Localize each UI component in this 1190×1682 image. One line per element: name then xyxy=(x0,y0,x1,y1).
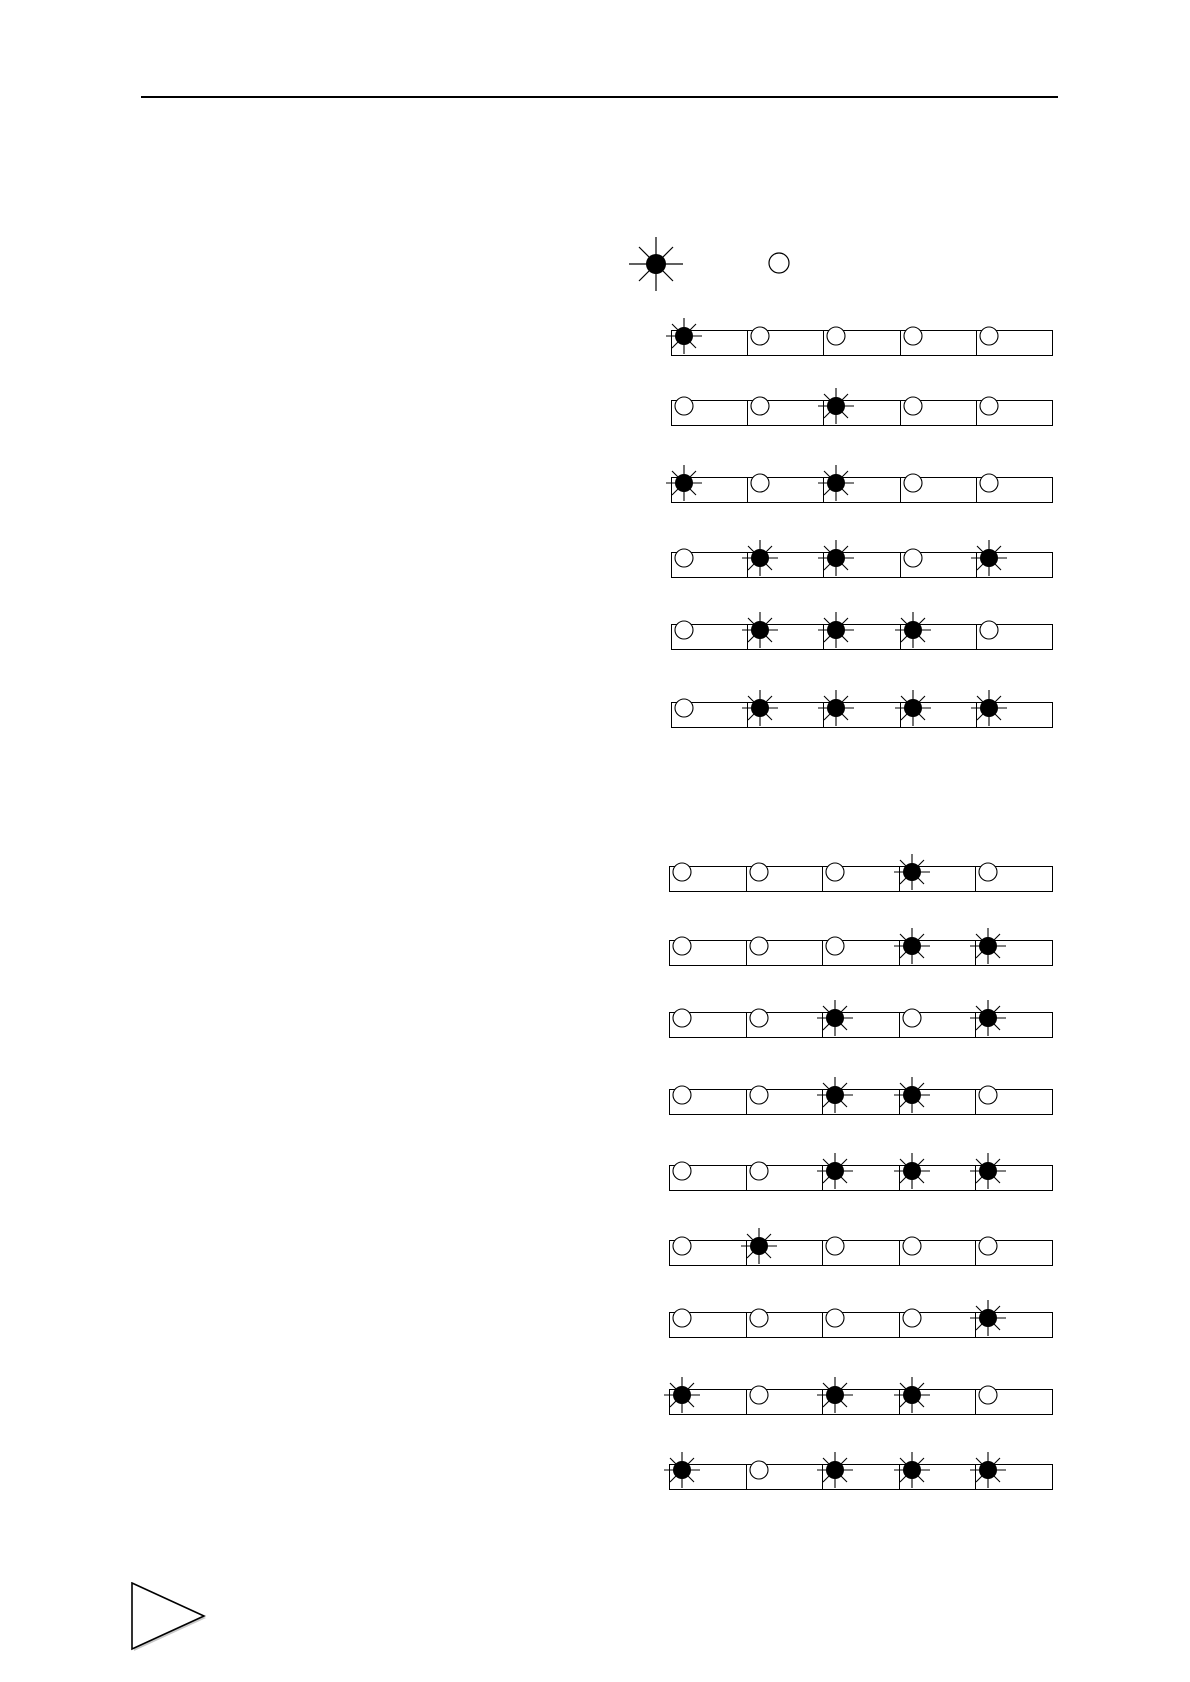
led-off-icon xyxy=(893,386,933,426)
led-cell xyxy=(975,1090,1052,1114)
led-cell xyxy=(976,625,1052,649)
led-cell xyxy=(747,553,823,577)
led-strip xyxy=(669,1464,1053,1490)
legend-led-on xyxy=(628,236,684,292)
led-cell xyxy=(823,703,899,727)
led-lit-icon xyxy=(662,1375,702,1415)
led-cell xyxy=(975,1465,1052,1489)
led-cell xyxy=(899,1166,976,1190)
led-lit-icon xyxy=(740,538,780,578)
led-lit-icon xyxy=(662,1450,702,1490)
led-off-icon xyxy=(815,1226,855,1266)
led-cell xyxy=(975,1166,1052,1190)
led-cell xyxy=(899,1465,976,1489)
led-cell xyxy=(823,401,899,425)
led-cell xyxy=(670,1013,746,1037)
led-off-icon xyxy=(740,316,780,356)
led-lit-icon xyxy=(968,1298,1008,1338)
led-cell xyxy=(746,1313,823,1337)
led-off-icon xyxy=(968,1075,1008,1115)
led-cell xyxy=(822,1313,899,1337)
led-cell xyxy=(746,1090,823,1114)
led-off-icon xyxy=(892,1226,932,1266)
led-cell xyxy=(822,1090,899,1114)
led-off-icon xyxy=(662,1226,702,1266)
led-cell xyxy=(747,625,823,649)
led-lit-icon xyxy=(815,1375,855,1415)
led-cell xyxy=(975,1013,1052,1037)
led-cell xyxy=(822,1166,899,1190)
led-off-icon xyxy=(662,1075,702,1115)
led-off-icon xyxy=(662,852,702,892)
led-off-icon xyxy=(815,926,855,966)
led-cell xyxy=(899,867,976,891)
led-off-icon xyxy=(662,1298,702,1338)
led-cell xyxy=(747,401,823,425)
led-cell xyxy=(976,478,1052,502)
led-cell xyxy=(672,331,747,355)
led-cell xyxy=(899,1013,976,1037)
led-lit-icon xyxy=(892,1151,932,1191)
led-lit-icon xyxy=(664,463,704,503)
led-cell xyxy=(746,1166,823,1190)
led-off-icon xyxy=(739,998,779,1038)
led-cell xyxy=(670,1090,746,1114)
led-off-icon xyxy=(662,998,702,1038)
led-lit-icon xyxy=(739,1226,779,1266)
led-strip xyxy=(671,330,1053,356)
led-lit-icon xyxy=(816,538,856,578)
led-strip xyxy=(669,866,1053,892)
led-cell xyxy=(670,1241,746,1265)
led-lit-icon xyxy=(628,236,684,292)
led-cell xyxy=(670,1390,746,1414)
led-lit-icon xyxy=(893,688,933,728)
led-off-icon xyxy=(739,852,779,892)
led-cell xyxy=(976,553,1052,577)
led-cell xyxy=(747,478,823,502)
led-cell xyxy=(822,1465,899,1489)
led-off-icon xyxy=(969,316,1009,356)
led-off-icon xyxy=(815,852,855,892)
led-cell xyxy=(672,703,747,727)
led-cell xyxy=(746,1465,823,1489)
led-lit-icon xyxy=(892,1375,932,1415)
led-cell xyxy=(822,1241,899,1265)
led-cell xyxy=(746,1013,823,1037)
led-off-icon xyxy=(893,316,933,356)
led-strip xyxy=(669,1312,1053,1338)
led-off-icon xyxy=(893,463,933,503)
led-cell xyxy=(672,401,747,425)
led-cell xyxy=(899,1090,976,1114)
led-cell xyxy=(822,941,899,965)
led-cell xyxy=(670,1166,746,1190)
led-strip xyxy=(671,624,1053,650)
led-strip xyxy=(669,1389,1053,1415)
led-lit-icon xyxy=(815,1450,855,1490)
header-rule xyxy=(141,96,1058,98)
led-lit-icon xyxy=(816,386,856,426)
led-lit-icon xyxy=(740,688,780,728)
led-lit-icon xyxy=(815,1075,855,1115)
led-cell xyxy=(899,941,976,965)
led-cell xyxy=(900,553,976,577)
led-cell xyxy=(975,867,1052,891)
led-cell xyxy=(823,625,899,649)
led-cell xyxy=(975,1313,1052,1337)
led-strip xyxy=(671,400,1053,426)
led-cell xyxy=(900,401,976,425)
led-off-icon xyxy=(739,1151,779,1191)
led-cell xyxy=(899,1241,976,1265)
led-off-icon xyxy=(664,688,704,728)
led-off-icon xyxy=(892,998,932,1038)
led-off-icon xyxy=(968,1375,1008,1415)
led-cell xyxy=(975,1390,1052,1414)
led-strip xyxy=(671,702,1053,728)
led-off-icon xyxy=(662,1151,702,1191)
led-cell xyxy=(672,478,747,502)
led-off-icon xyxy=(664,610,704,650)
led-cell xyxy=(976,401,1052,425)
led-lit-icon xyxy=(968,1450,1008,1490)
led-lit-icon xyxy=(664,316,704,356)
led-cell xyxy=(746,1241,823,1265)
led-lit-icon xyxy=(968,998,1008,1038)
led-strip xyxy=(671,552,1053,578)
led-off-icon xyxy=(968,852,1008,892)
led-cell xyxy=(900,703,976,727)
next-page-arrow-icon[interactable] xyxy=(130,1582,210,1654)
led-cell xyxy=(746,1390,823,1414)
led-cell xyxy=(975,1241,1052,1265)
led-cell xyxy=(746,867,823,891)
led-off-icon xyxy=(969,386,1009,426)
led-lit-icon xyxy=(892,852,932,892)
led-off-icon xyxy=(767,251,791,275)
led-lit-icon xyxy=(816,688,856,728)
led-off-icon xyxy=(662,926,702,966)
led-lit-icon xyxy=(892,926,932,966)
led-off-icon xyxy=(969,463,1009,503)
led-cell xyxy=(822,1013,899,1037)
led-off-icon xyxy=(740,463,780,503)
led-cell xyxy=(823,331,899,355)
led-lit-icon xyxy=(968,926,1008,966)
led-lit-icon xyxy=(968,1151,1008,1191)
led-lit-icon xyxy=(816,610,856,650)
led-off-icon xyxy=(968,1226,1008,1266)
led-cell xyxy=(900,625,976,649)
led-cell xyxy=(900,331,976,355)
led-off-icon xyxy=(816,316,856,356)
led-cell xyxy=(823,478,899,502)
led-cell xyxy=(899,1390,976,1414)
led-cell xyxy=(976,703,1052,727)
led-off-icon xyxy=(739,1450,779,1490)
led-lit-icon xyxy=(816,463,856,503)
led-cell xyxy=(670,867,746,891)
led-strip xyxy=(671,477,1053,503)
led-off-icon xyxy=(815,1298,855,1338)
led-off-icon xyxy=(893,538,933,578)
led-off-icon xyxy=(739,1375,779,1415)
led-lit-icon xyxy=(892,1450,932,1490)
led-off-icon xyxy=(739,1298,779,1338)
led-cell xyxy=(747,331,823,355)
led-strip xyxy=(669,1240,1053,1266)
led-off-icon xyxy=(892,1298,932,1338)
led-off-icon xyxy=(740,386,780,426)
led-strip xyxy=(669,1012,1053,1038)
led-lit-icon xyxy=(969,538,1009,578)
legend-led-off xyxy=(767,251,791,275)
led-cell xyxy=(747,703,823,727)
led-strip xyxy=(669,940,1053,966)
led-lit-icon xyxy=(815,998,855,1038)
led-cell xyxy=(746,941,823,965)
led-off-icon xyxy=(664,538,704,578)
led-off-icon xyxy=(739,1075,779,1115)
led-lit-icon xyxy=(892,1075,932,1115)
led-off-icon xyxy=(664,386,704,426)
led-lit-icon xyxy=(740,610,780,650)
led-cell xyxy=(672,625,747,649)
led-cell xyxy=(670,1313,746,1337)
led-cell xyxy=(900,478,976,502)
led-strip xyxy=(669,1165,1053,1191)
led-cell xyxy=(976,331,1052,355)
led-off-icon xyxy=(739,926,779,966)
led-strip xyxy=(669,1089,1053,1115)
led-cell xyxy=(672,553,747,577)
led-lit-icon xyxy=(969,688,1009,728)
led-cell xyxy=(975,941,1052,965)
led-cell xyxy=(822,867,899,891)
led-off-icon xyxy=(969,610,1009,650)
led-cell xyxy=(822,1390,899,1414)
led-cell xyxy=(670,1465,746,1489)
led-lit-icon xyxy=(893,610,933,650)
led-cell xyxy=(899,1313,976,1337)
led-lit-icon xyxy=(815,1151,855,1191)
led-cell xyxy=(823,553,899,577)
led-cell xyxy=(670,941,746,965)
